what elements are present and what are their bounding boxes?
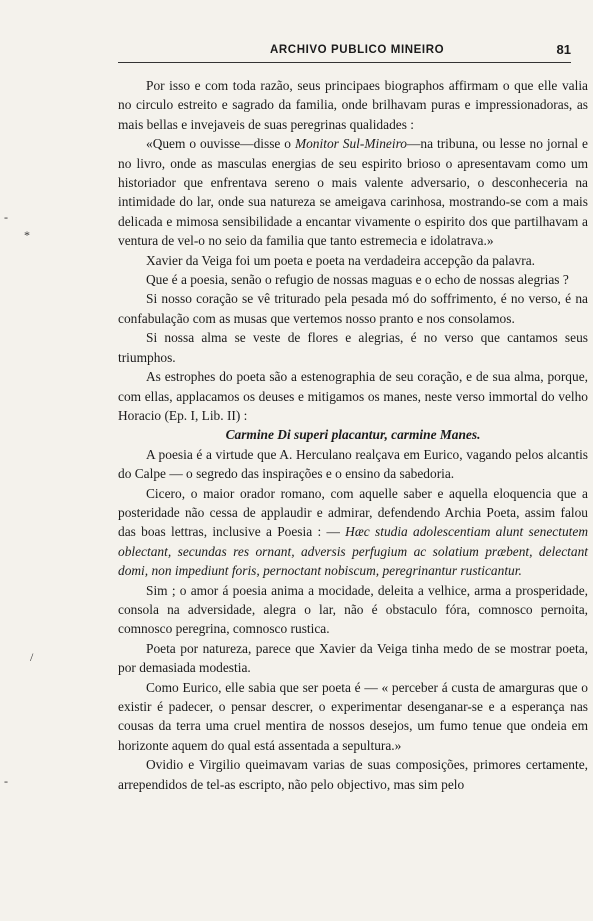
paragraph bbox=[118, 270, 588, 289]
body-text bbox=[118, 76, 588, 794]
margin-mark: - bbox=[4, 210, 8, 224]
text-run: Si nossa alma se veste de flores e alegrias, é no verso que cantamos seus triumphos. bbox=[118, 330, 588, 365]
text-run: Como Eurico, elle sabia que ser poeta é — « perceber á custa de amarguras que o existir é padecer, o pensar descrer, o experimentar desenganar-se e a esperança nas cousas da terra uma cruel mentira de nossos desejos, um fumo tenue que ondeia em horizonte aquem do qual está assentada a sepultura.» bbox=[118, 679, 588, 753]
text-run: Ovidio e Virgilio queimavam varias de suas composições, primores certamente, arrependidos de tel-as escripto, não pelo objectivo, mas sim pelo bbox=[118, 757, 588, 792]
text-run: Por isso e com toda razão, seus principaes biographos affirmam o que elle valia no circulo estreito e sagrado da familia, onde brilhavam puras e impressionadoras, as mais bellas e invejaveis de suas peregrinas qualidades : bbox=[118, 78, 588, 132]
running-title: ARCHIVO PUBLICO MINEIRO bbox=[270, 44, 445, 56]
text-run: Poeta por natureza, parece que Xavier da Veiga tinha medo de se mostrar poeta, por demasiada modestia. bbox=[118, 640, 588, 676]
italic-text: Hæc studia adolescentiam alunt senectutem oblectant, secundas res ornant, adversis perfugium ac solatium præbent, delectant domi, non impediunt foris, pernoctant nobiscum, peregrinantur rusticantur. bbox=[118, 524, 588, 579]
paragraph bbox=[118, 134, 588, 250]
text-run: —na tribuna, ou lesse no jornal e no livro, onde as masculas energias de seu espirito brioso o apresentavam como um historiador que enfrentava sereno o mais valente adversario, o desconheceria na intimidade do lar, onde sua natureza se ameigava carinhosa, mostrando-se com a mais delicada e mimosa sensibilidade a encantar vivamente o espirito dos que partilhavam a ventura de vel-o no seio da familia que tanto estremecia e idolatrava.» bbox=[118, 136, 589, 249]
header-rule bbox=[118, 62, 571, 63]
margin-mark: / bbox=[30, 650, 34, 664]
verse-quote bbox=[118, 425, 588, 444]
paragraph bbox=[118, 289, 588, 328]
paragraph bbox=[118, 678, 588, 756]
paragraph bbox=[118, 251, 588, 270]
paragraph bbox=[118, 755, 588, 794]
text-run: Si nosso coração se vê triturado pela pesada mó do soffrimento, é no verso, é na confabulação com as musas que vertemos nosso pranto e nos consolamos. bbox=[118, 291, 588, 326]
text-run: «Quem o ouvisse—disse o bbox=[146, 136, 295, 152]
margin-mark: * bbox=[24, 228, 30, 242]
paragraph bbox=[118, 445, 588, 484]
margin-mark: - bbox=[4, 774, 8, 788]
text-run: Xavier da Veiga foi um poeta e poeta na verdadeira accepção da palavra. bbox=[146, 252, 535, 268]
text-run: Carmine Di superi placantur, carmine Manes. bbox=[225, 427, 481, 443]
paragraph bbox=[118, 367, 588, 425]
paragraph bbox=[118, 76, 588, 134]
paragraph bbox=[118, 484, 588, 581]
page-number: 81 bbox=[556, 42, 571, 57]
text-run: Sim ; o amor á poesia anima a mocidade, deleita a velhice, arma a prosperidade, consola na adversidade, alegra o lar, não é obstaculo fóra, comnosco pernoita, comnosco peregrina, comnosco rustica. bbox=[118, 582, 588, 637]
text-run: A poesia é a virtude que A. Herculano realçava em Eurico, vagando pelos alcantis do Calpe — o segredo das inspirações e o ensino da sabedoria. bbox=[118, 446, 588, 482]
text-run: As estrophes do poeta são a estenographia de seu coração, e de sua alma, porque, com ellas, applacamos os deuses e mitigamos os manes, neste verso immortal do velho Horacio (Ep. I, Lib. II) : bbox=[118, 369, 588, 423]
italic-text: Monitor Sul-Mineiro bbox=[294, 136, 408, 152]
paragraph bbox=[118, 328, 588, 367]
page-header bbox=[118, 40, 571, 66]
text-run: Que é a poesia, senão o refugio de nossas maguas e o echo de nossas alegrias ? bbox=[146, 272, 569, 288]
paragraph bbox=[118, 639, 588, 678]
text-run: Cicero, o maior orador romano, com aquelle saber e aquella eloquencia que a posteridade não cessa de applaudir e admirar, defendendo Archia Poeta, assim falou das boas lettras, inclusive a Poesia : — bbox=[118, 485, 588, 540]
paragraph bbox=[118, 581, 588, 639]
